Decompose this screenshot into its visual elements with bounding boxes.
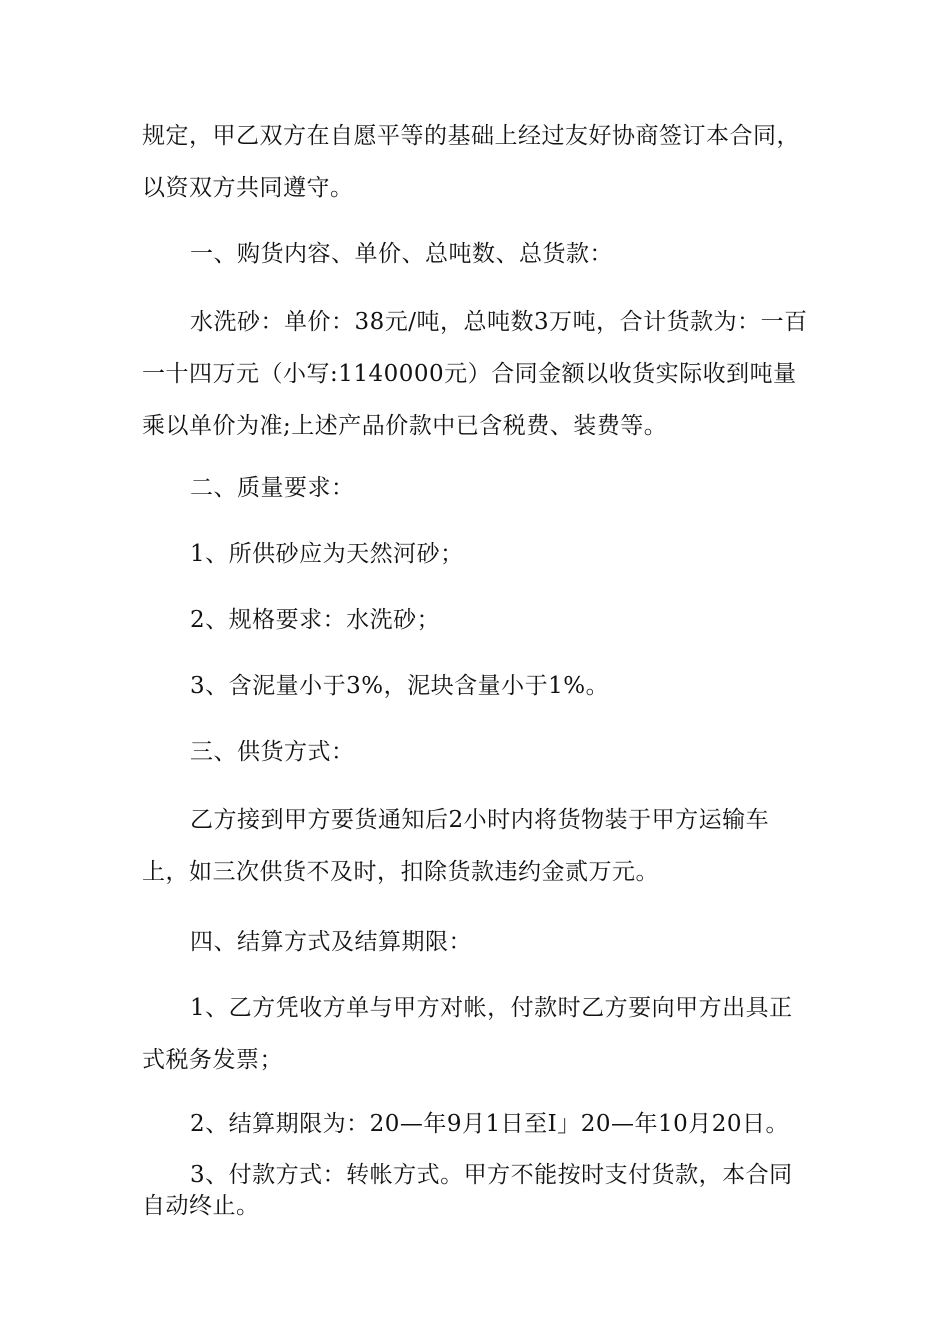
list-item-quality-2: 2、规格要求：水洗砂； — [190, 607, 441, 633]
heading-section-2: 二、质量要求： — [190, 475, 355, 501]
paragraph-product-price: 水洗砂：单价：38元/吨，总吨数3万吨，合计货款为：一百一十四万元（小写:1140000元）合同金额以收货实际收到吨量乘以单价为准;上述产品价款中已含税费、装费等。 — [142, 309, 808, 439]
list-item-settlement-1: 1、乙方凭收方单与甲方对帐，付款时乙方要向甲方出具正式税务发票； — [142, 995, 793, 1073]
heading-section-4: 四、结算方式及结算期限： — [190, 929, 472, 955]
heading-section-3: 三、供货方式： — [190, 739, 355, 765]
list-item-settlement-2: 2、结算期限为：20—年9月1日至I」20—年10月20日。 — [190, 1111, 790, 1137]
list-item-quality-3: 3、含泥量小于3%，泥块含量小于1%。 — [190, 673, 610, 699]
list-item-quality-1: 1、所供砂应为天然河砂； — [190, 541, 464, 567]
heading-section-1: 一、购货内容、单价、总吨数、总货款： — [190, 241, 613, 267]
list-item-settlement-3: 3、付款方式：转帐方式。甲方不能按时支付货款，本合同自动终止。 — [142, 1162, 793, 1219]
paragraph-supply-method: 乙方接到甲方要货通知后2小时内将货物装于甲方运输车上，如三次供货不及时，扣除货款违约金贰万元。 — [142, 807, 770, 885]
paragraph-preamble: 规定，甲乙双方在自愿平等的基础上经过友好协商签订本合同，以资双方共同遵守。 — [142, 123, 800, 201]
